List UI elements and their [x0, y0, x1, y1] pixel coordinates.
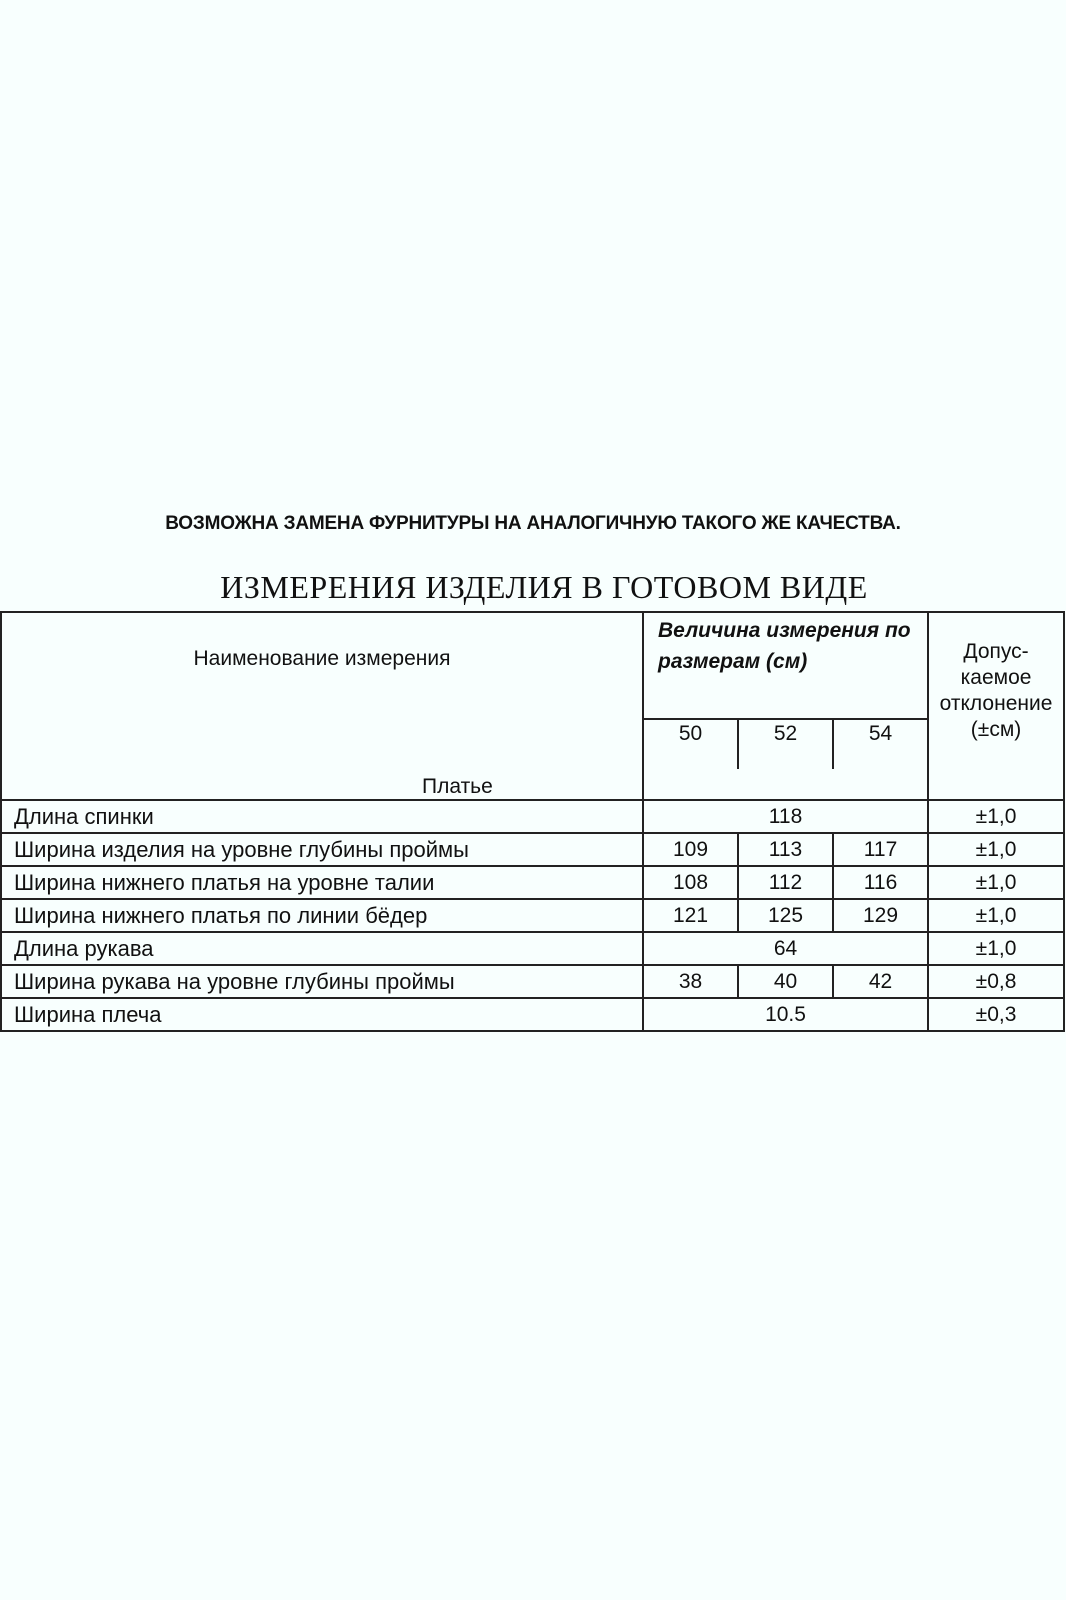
size-header: 52 [738, 719, 833, 769]
table-row [1, 932, 1064, 965]
header-tolerance [928, 612, 1064, 769]
group-spacer [643, 769, 928, 800]
measurement-name: Ширина нижнего платья по линии бёдер [1, 899, 643, 932]
measurement-value: 125 [738, 899, 833, 932]
measurement-value: 42 [833, 965, 928, 998]
measurements-table [0, 611, 1065, 1032]
measurement-value: 121 [643, 899, 738, 932]
tolerance-value: ±0,8 [928, 965, 1064, 998]
tolerance-value: ±1,0 [928, 932, 1064, 965]
header-tolerance-line: каемое [960, 666, 1032, 689]
measurement-value: 38 [643, 965, 738, 998]
measurement-name: Длина рукава [1, 932, 643, 965]
tolerance-value: ±0,3 [928, 998, 1064, 1031]
table-row [1, 800, 1064, 833]
measurement-value-all-sizes: 64 [643, 932, 928, 965]
size-header: 54 [833, 719, 928, 769]
tolerance-value: ±1,0 [928, 866, 1064, 899]
table-row [1, 965, 1064, 998]
measurement-value-all-sizes: 118 [643, 800, 928, 833]
table-row [1, 998, 1064, 1031]
table-row [1, 866, 1064, 899]
measurement-value: 113 [738, 833, 833, 866]
measurement-value: 117 [833, 833, 928, 866]
measurement-name: Длина спинки [1, 800, 643, 833]
replacement-notice: ВОЗМОЖНА ЗАМЕНА ФУРНИТУРЫ НА АНАЛОГИЧНУЮ ТАКОГО ЖЕ КАЧЕСТВА. [165, 513, 901, 534]
table-row [1, 899, 1064, 932]
header-tolerance-line: (±см) [970, 718, 1022, 741]
group-label: Платье [1, 769, 643, 800]
table-row [1, 833, 1064, 866]
tolerance-value: ±1,0 [928, 899, 1064, 932]
header-measurement-name: Наименование измерения [1, 612, 643, 769]
measurement-value: 112 [738, 866, 833, 899]
header-tolerance-line: Допус- [963, 640, 1029, 663]
measurement-value-all-sizes: 10.5 [643, 998, 928, 1031]
header-measurement-values: Величина измерения по размерам (см) [643, 612, 928, 719]
header-tolerance-line: отклонение [939, 692, 1053, 715]
tolerance-value: ±1,0 [928, 833, 1064, 866]
tolerance-value: ±1,0 [928, 800, 1064, 833]
measurement-value: 129 [833, 899, 928, 932]
page-title: ИЗМЕРЕНИЯ ИЗДЕЛИЯ В ГОТОВОМ ВИДЕ [220, 569, 868, 605]
measurement-name: Ширина изделия на уровне глубины проймы [1, 833, 643, 866]
measurement-name: Ширина рукава на уровне глубины проймы [1, 965, 643, 998]
measurement-value: 109 [643, 833, 738, 866]
group-spacer [928, 769, 1064, 800]
measurement-name: Ширина нижнего платья на уровне талии [1, 866, 643, 899]
size-header: 50 [643, 719, 738, 769]
measurement-value: 108 [643, 866, 738, 899]
measurement-value: 40 [738, 965, 833, 998]
measurement-value: 116 [833, 866, 928, 899]
measurement-name: Ширина плеча [1, 998, 643, 1031]
